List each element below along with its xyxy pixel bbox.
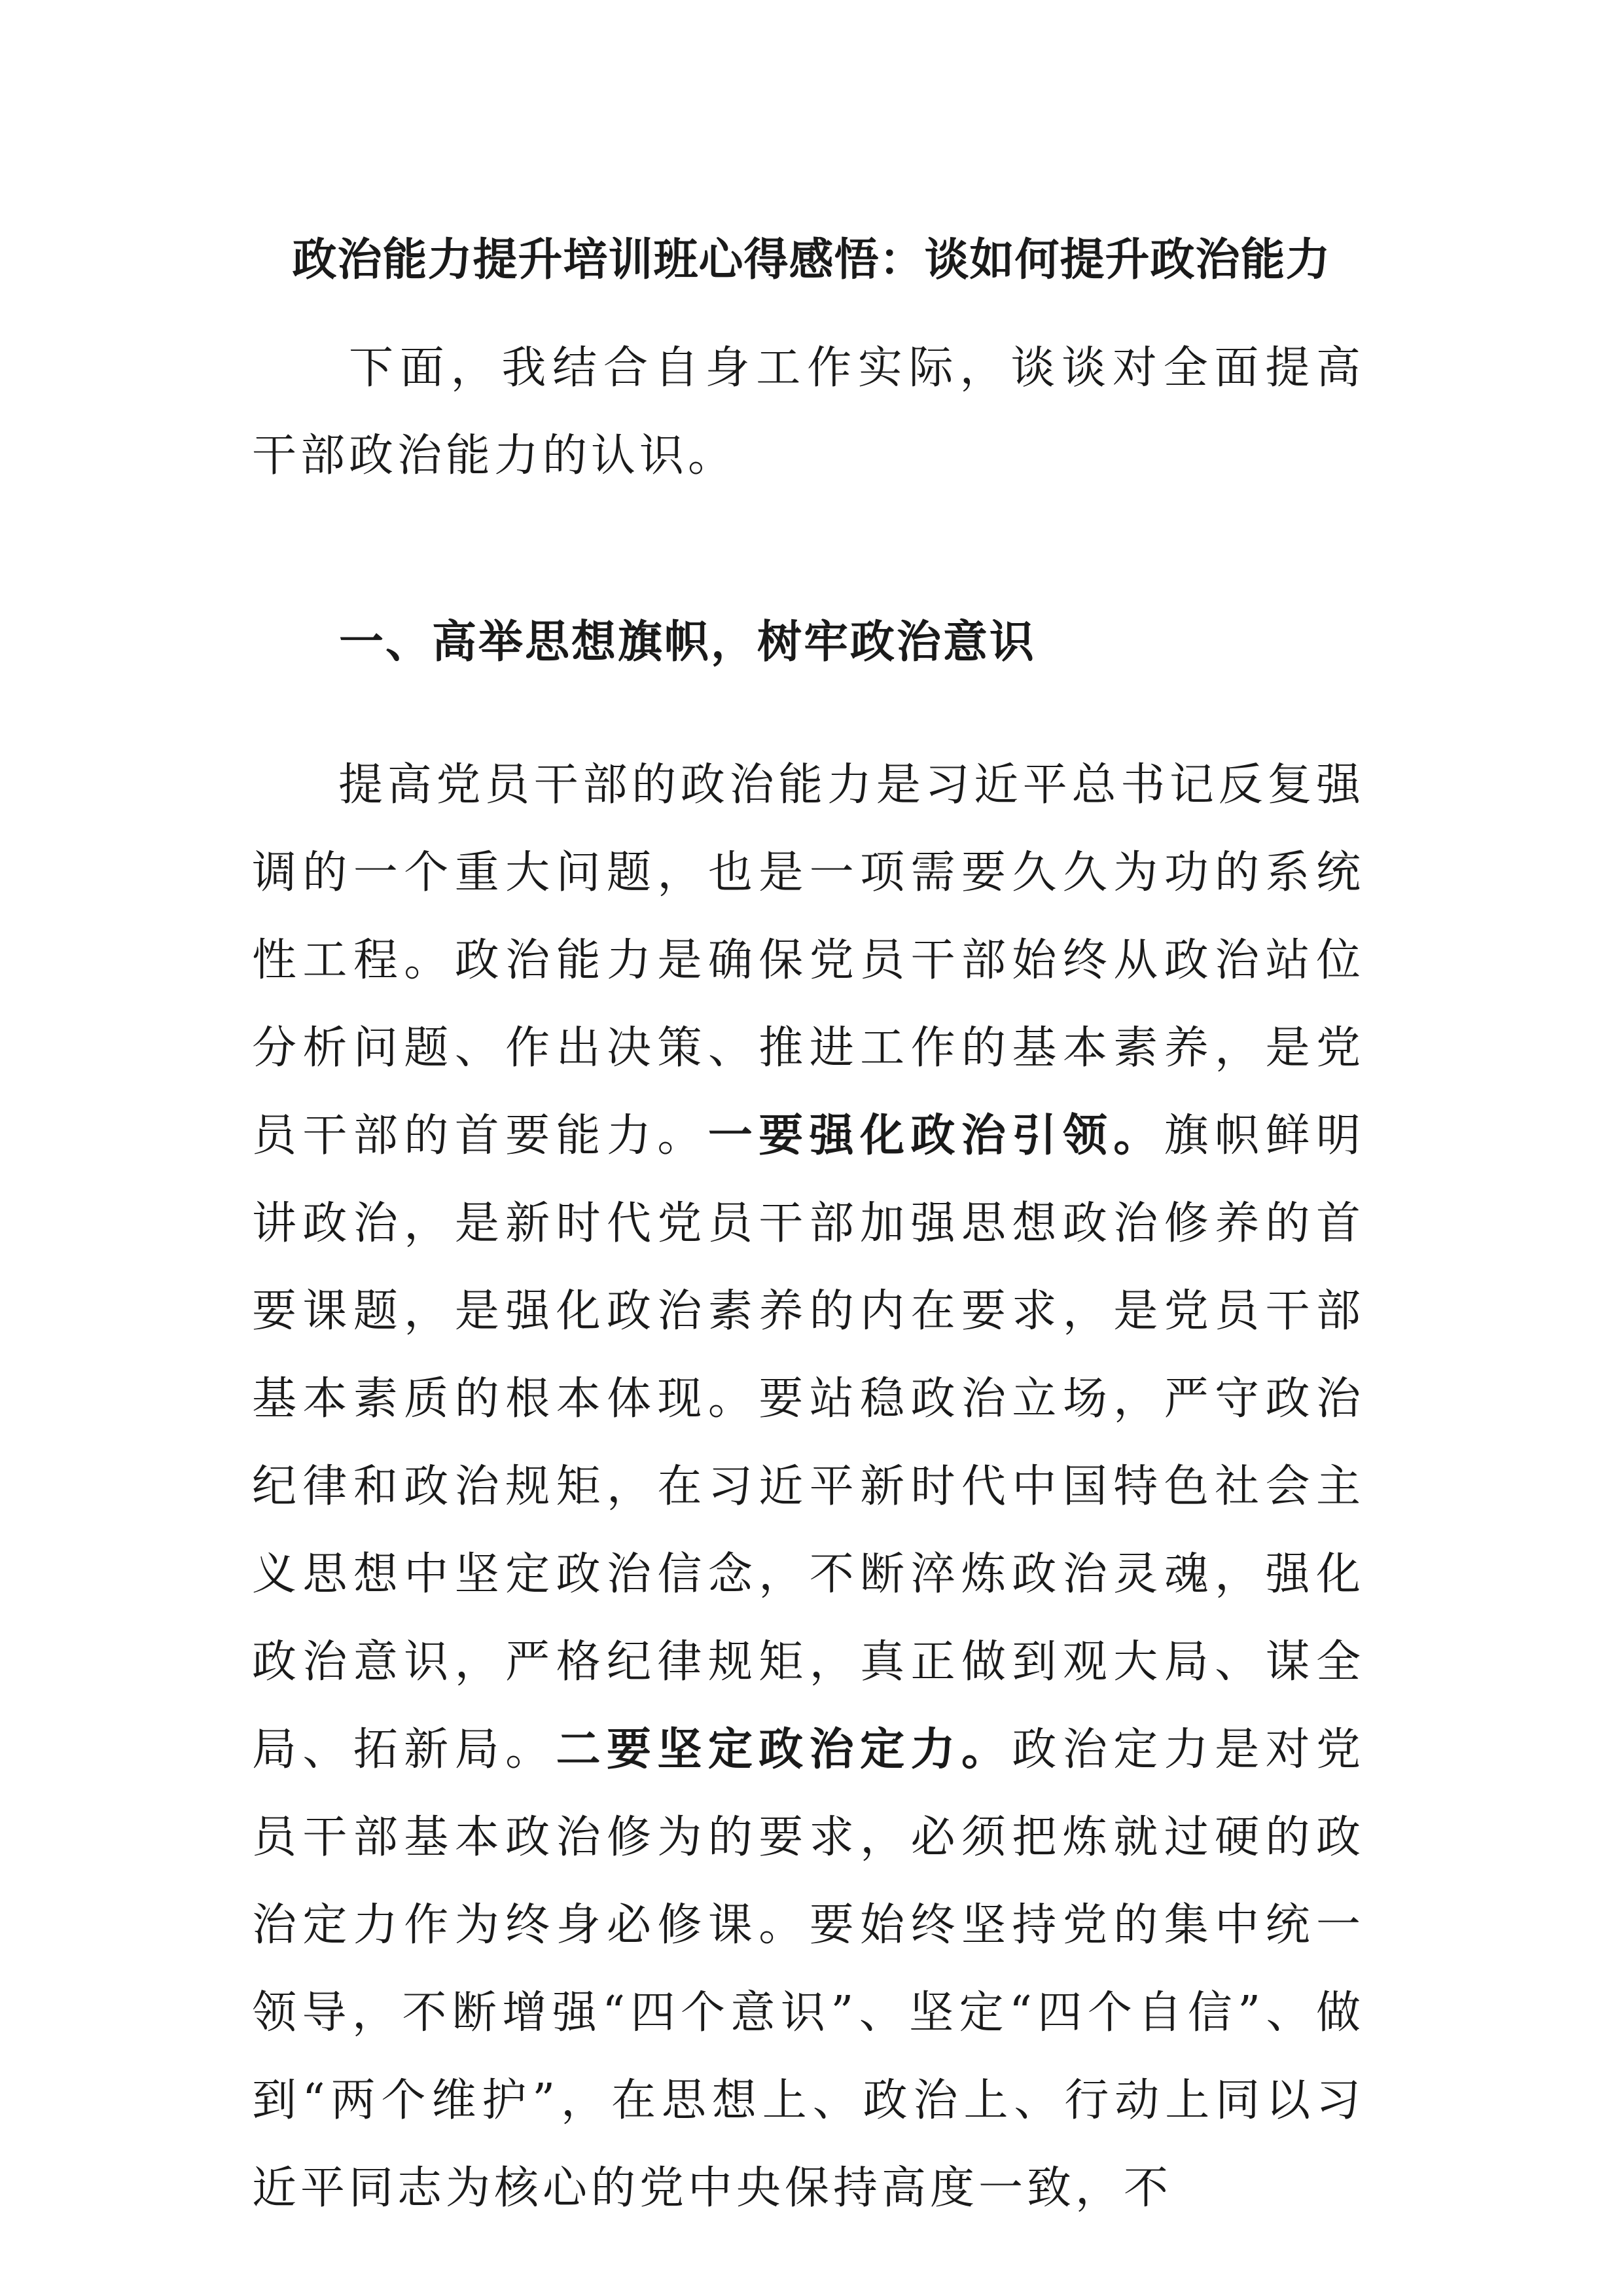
section-paragraph	[252, 742, 1364, 2233]
document-title: 政治能力提升培训班心得感悟：谈如何提升政治能力	[292, 234, 1331, 286]
intro-paragraph: 下面，我结合自身工作实际，谈谈对全面提高干部政治能力的认识。	[252, 342, 1364, 482]
section-heading: 一、高举思想旗帜，树牢政治意识	[339, 617, 1037, 668]
paragraph-text: 提高党员干部的政治能力是习近平总书记反复强调的一个重大问题，也是一项需要久久为功的系统性工程。政治能力是确保党员干部始终从政治站位分析问题、作出决策、推进工作的基本素养，是党员干部的首要能力。	[252, 759, 1364, 1162]
paragraph-text: 旗帜鲜明讲政治，是新时代党员干部加强思想政治修养的首要课题，是强化政治素养的内在要求，是党员干部基本素质的根本体现。要站稳政治立场，严守政治纪律和政治规矩，在习近平新时代中国特色社会主义思想中坚定政治信念，不断淬炼政治灵魂，强化政治意识，严格纪律规矩，真正做到观大局、谋全局、拓新局。	[252, 1110, 1364, 1776]
paragraph-text: 政治定力是对党员干部基本政治修为的要求，必须把炼就过硬的政治定力作为终身必修课。要始终坚持党的集中统一领导，不断增强“四个意识”、坚定“四个自信”、做到“两个维护”，在思想上、政治上、行动上同以习近平同志为核心的党中央保持高度一致，不	[252, 1724, 1364, 2214]
key-point-lead: 一要强化政治引领。	[707, 1110, 1164, 1162]
key-point-lead: 二要坚定政治定力。	[556, 1724, 1012, 1776]
